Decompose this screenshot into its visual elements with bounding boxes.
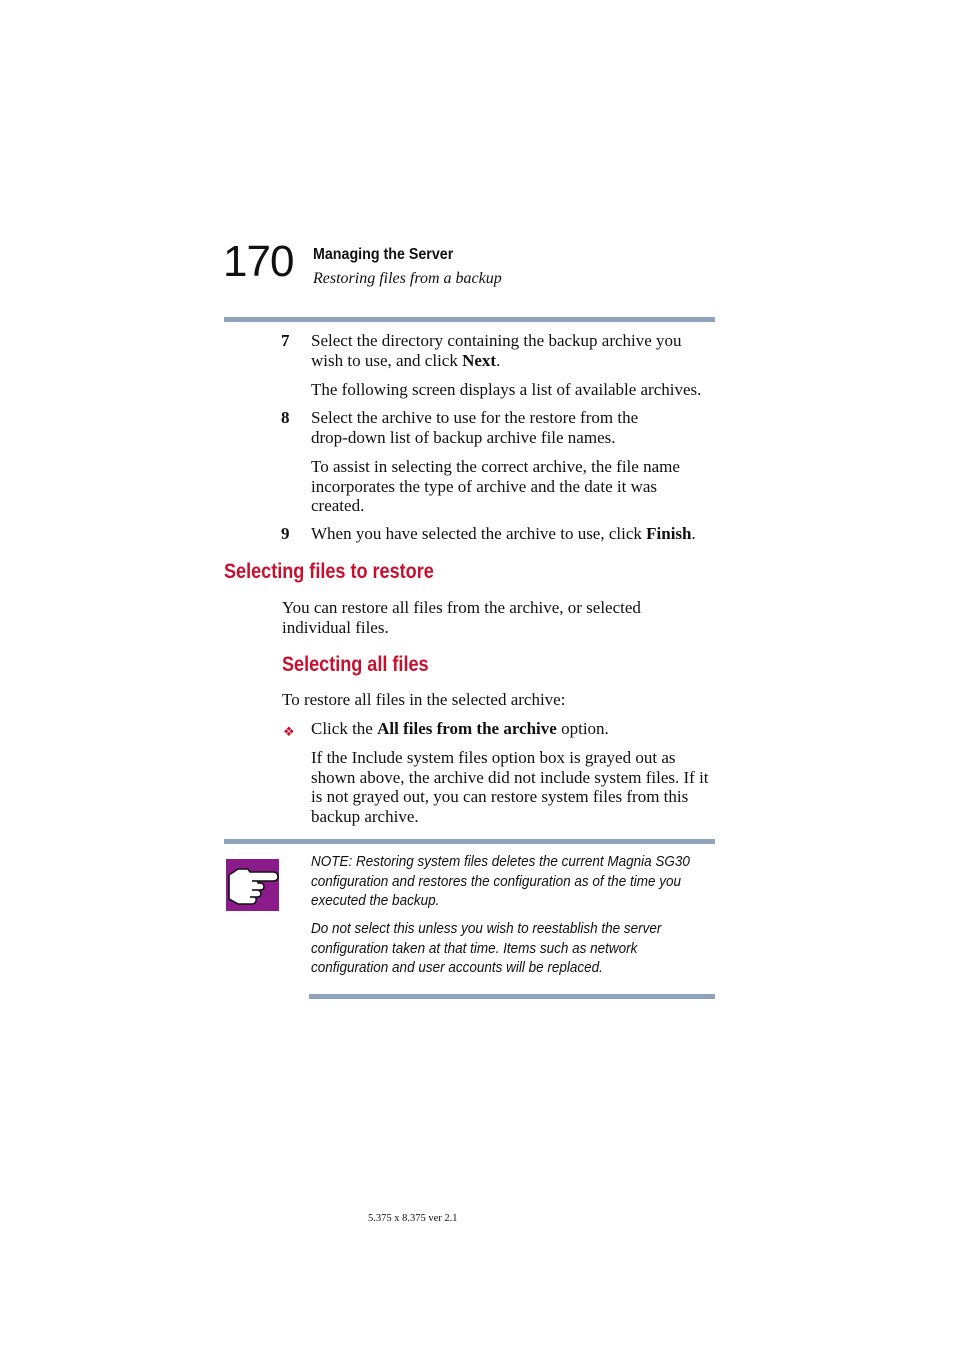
footer-version: 5.375 x 8.375 ver 2.1 (368, 1213, 458, 1224)
paragraph: To restore all files in the selected archive: (282, 690, 566, 709)
header-rule (224, 317, 715, 322)
step-number: 7 (281, 331, 290, 350)
step-text: Select the archive to use for the restore from the drop-down list of backup archive file names. (311, 408, 639, 447)
step-text: When you have selected the archive to use, click Finish. (311, 524, 696, 543)
step-text: Select the directory containing the backup archive you wish to use, and click Next. (311, 331, 682, 370)
pointing-hand-icon (226, 859, 279, 911)
step-followup: To assist in selecting the correct archive, the file name incorporates the type of archive and the date it was created. (311, 457, 680, 515)
step-number: 9 (281, 524, 290, 543)
page-number: 170 (223, 237, 294, 286)
note-text: NOTE: Restoring system files deletes the current Magnia SG30 configuration and restores the configuration as of the time you executed the backup. (311, 853, 690, 909)
paragraph: If the Include system files option box is grayed out as shown above, the archive did not include system files. If it is not grayed out, you can restore system files from this backup archive. (311, 748, 709, 826)
chapter-title: Managing the Server (313, 246, 454, 263)
bullet-icon: ❖ (283, 724, 295, 739)
step-followup: The following screen displays a list of available archives. (311, 380, 702, 399)
subsection-heading: Selecting all files (282, 653, 429, 676)
step-number: 8 (281, 408, 290, 427)
note-rule-top (224, 839, 715, 844)
section-title: Restoring files from a backup (313, 270, 502, 287)
bullet-text: Click the All files from the archive option. (311, 719, 609, 738)
section-heading: Selecting files to restore (224, 560, 434, 583)
note-text: Do not select this unless you wish to reestablish the server configuration taken at that time. Items such as network configuration and user accounts will be replaced. (311, 920, 662, 976)
paragraph: You can restore all files from the archive, or selected individual files. (282, 598, 641, 637)
note-rule-bottom (309, 994, 715, 999)
